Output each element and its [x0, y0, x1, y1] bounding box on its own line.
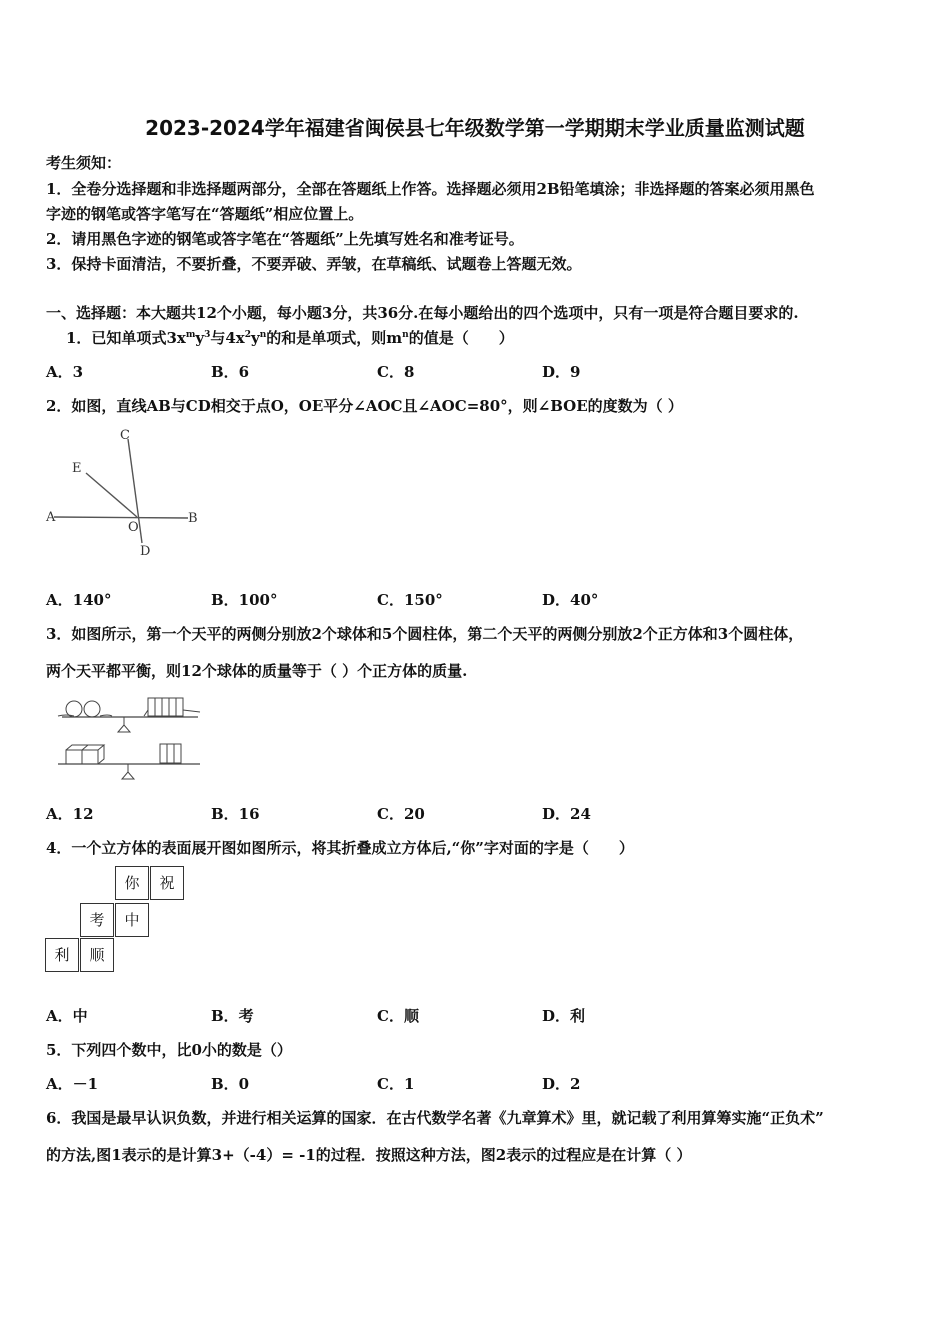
notice-heading: 考生须知：: [46, 154, 122, 172]
option-a[interactable]: A．3: [46, 363, 84, 381]
option-d[interactable]: D．利: [542, 1007, 586, 1025]
label-a: A: [46, 510, 56, 525]
option-b[interactable]: B．考: [211, 1007, 254, 1025]
balance-2: [58, 744, 200, 779]
option-b[interactable]: B．6: [211, 363, 250, 381]
option-d[interactable]: D．40°: [542, 591, 599, 609]
balance-1: [58, 698, 200, 732]
option-a[interactable]: A．140°: [46, 591, 112, 609]
option-c[interactable]: C．8: [377, 363, 415, 381]
cube-cell-zhu: 祝: [150, 866, 184, 900]
notice-item-1-line-2: 字迹的钢笔或答字笔写在“答题纸”相应位置上。: [46, 205, 364, 223]
question-6-line-2: 的方法,图1表示的是计算3+（-4）= -1的过程．按照这种方法，图2表示的过程应是在计算（ ）: [46, 1146, 692, 1164]
cube-cell-li: 利: [45, 938, 79, 972]
question-4-text: 4．一个立方体的表面展开图如图所示，将其折叠成立方体后,“你”字对面的字是（ ）: [46, 839, 634, 857]
option-d[interactable]: D．24: [542, 805, 591, 823]
label-o: O: [128, 520, 139, 535]
question-3-line-2: 两个天平都平衡，则12个球体的质量等于（ ）个正方体的质量.: [46, 662, 468, 680]
option-c[interactable]: C．20: [377, 805, 425, 823]
angle-diagram: [40, 425, 220, 565]
option-b[interactable]: B．16: [211, 805, 260, 823]
notice-item-3: 3．保持卡面清洁，不要折叠，不要弄破、弄皱，在草稿纸、试题卷上答题无效。: [46, 255, 582, 273]
option-c[interactable]: C．150°: [377, 591, 443, 609]
question-5-text: 5．下列四个数中，比0小的数是（）: [46, 1041, 292, 1059]
label-b: B: [188, 511, 198, 526]
option-a[interactable]: A．12: [46, 805, 94, 823]
cube-cell-zhong: 中: [115, 903, 149, 937]
option-a[interactable]: A．－1: [46, 1075, 99, 1093]
option-c[interactable]: C．1: [377, 1075, 415, 1093]
option-b[interactable]: B．0: [211, 1075, 250, 1093]
option-c[interactable]: C．顺: [377, 1007, 419, 1025]
question-3-line-1: 3．如图所示，第一个天平的两侧分别放2个球体和5个圆柱体，第二个天平的两侧分别放2个正方体和3个圆柱体，: [46, 625, 804, 643]
option-a[interactable]: A．中: [46, 1007, 88, 1025]
section-heading: 一、选择题：本大题共12个小题，每小题3分，共36分.在每小题给出的四个选项中，只有一项是符合题目要求的.: [46, 304, 799, 322]
page-title: 2023-2024学年福建省闽侯县七年级数学第一学期期末学业质量监测试题: [145, 116, 805, 140]
option-b[interactable]: B．100°: [211, 591, 278, 609]
notice-item-2: 2．请用黑色字迹的钢笔或答字笔在“答题纸”上先填写姓名和准考证号。: [46, 230, 524, 248]
question-6-line-1: 6．我国是最早认识负数，并进行相关运算的国家．在古代数学名著《九章算术》里，就记载了利用算筹实施“正负术”: [46, 1109, 824, 1127]
cube-cell-ni: 你: [115, 866, 149, 900]
question-1-text: 1．已知单项式$3x^my^3$与$4x^2y^n$的和是单项式，则$m^n$的值是（ ）: [66, 329, 514, 347]
label-d: D: [140, 544, 151, 559]
option-d[interactable]: D．9: [542, 363, 581, 381]
question-2-text: 2．如图，直线AB与CD相交于点O，OE平分∠AOC且∠AOC=80°，则∠BOE的度数为（ ）: [46, 397, 683, 415]
balance-diagram: [52, 690, 212, 790]
cube-cell-kao: 考: [80, 903, 114, 937]
option-d[interactable]: D．2: [542, 1075, 581, 1093]
label-c: C: [120, 428, 130, 443]
cube-cell-shun: 顺: [80, 938, 114, 972]
notice-item-1-line-1: 1．全卷分选择题和非选择题两部分，全部在答题纸上作答。选择题必须用2B铅笔填涂；非选择题的答案必须用黑色: [46, 180, 815, 198]
label-e: E: [72, 461, 82, 476]
